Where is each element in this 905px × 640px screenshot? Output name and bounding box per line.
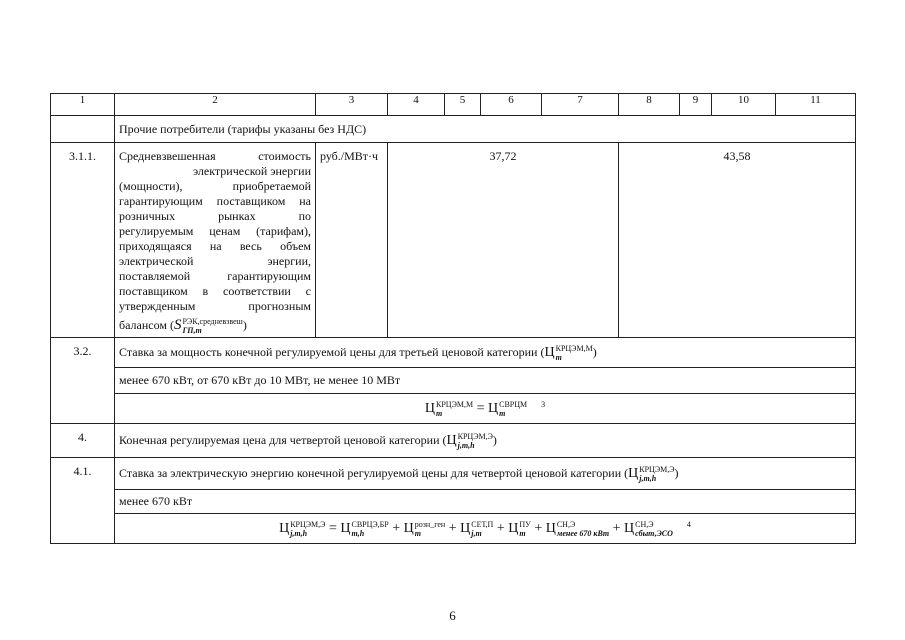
f-lhs-sub: j,m,h (290, 528, 308, 538)
row-3-2-formula-row (51, 394, 856, 424)
f-t3-sub: j,m (471, 528, 482, 538)
f-term-4-indices (519, 520, 530, 538)
section-num-cell (51, 116, 115, 143)
col-num-2: 2 (115, 94, 316, 116)
col-num-3: 3 (316, 94, 388, 116)
desc-line: электрической энергии, (119, 254, 311, 268)
f-plus: + (609, 520, 625, 536)
desc-line: поставщиком в соответствии с (119, 284, 311, 298)
row-3-2-title-end: ) (592, 344, 597, 359)
f-plus: + (493, 520, 509, 536)
desc-line: приходящаяся на весь объем (119, 239, 311, 253)
f-t1-sup: СВРЦЭ,БР (351, 519, 389, 529)
desc-line: гарантирующим поставщиком на (119, 194, 311, 208)
row-3-2 (51, 338, 856, 368)
symbol-s-sub: ГП,m (182, 326, 202, 336)
f-term-3-indices (471, 520, 493, 538)
row-4-1-formula-row (51, 514, 856, 544)
page-number: 6 (449, 608, 456, 623)
desc-line: розничных рынках по (119, 209, 311, 223)
f-term-4: Ц (508, 520, 519, 536)
row-3-2-title-symbol: Ц (544, 344, 555, 360)
row-4-1-subtitle-row (51, 490, 856, 514)
desc-line: электрической энергии (192, 164, 311, 178)
title-sup: КРЦЭМ,Э (457, 431, 493, 441)
row-4-1-title-indices (639, 465, 674, 483)
row-4-1-title (115, 458, 856, 490)
f-t1-sub: m,h (351, 528, 365, 538)
f-t4-sub: m (519, 528, 526, 538)
row-4-1 (51, 458, 856, 490)
f-term-6: Ц (624, 520, 635, 536)
formula-lhs-sup: КРЦЭМ,М (436, 399, 474, 409)
row-3-2-title (115, 338, 856, 368)
f-term-2: Ц (403, 520, 414, 536)
col-num-4: 4 (388, 94, 445, 116)
formula-lhs: Ц (424, 400, 435, 416)
f-lhs-indices (290, 520, 325, 538)
row-4-num: 4. (51, 424, 115, 458)
formula-rhs: Ц (487, 400, 499, 416)
col-num-8: 8 (619, 94, 680, 116)
formula-rhs-sup: СВРЦМ (499, 399, 528, 409)
f-plus: + (388, 520, 404, 536)
row-3-2-subtitle-row (51, 368, 856, 394)
row-4-1-title-text: Ставка за электрическую энергию конечной регулируемой цены для четвертой ценовой категории ( (119, 465, 629, 480)
formula-eq: = (473, 400, 488, 416)
f-term-3: Ц (460, 520, 471, 536)
row-4-title-end: ) (492, 432, 497, 447)
col-num-5: 5 (445, 94, 481, 116)
row-3-1-1-value-1: 37,72 (388, 143, 619, 338)
symbol-s: S (173, 317, 182, 333)
row-4-title-indices (458, 432, 493, 450)
f-lhs-sup: КРЦЭМ,Э (290, 519, 326, 529)
f-t2-sup: розн_ген (414, 519, 446, 529)
footnote-mark: 4 (686, 519, 691, 529)
f-term-2-indices (415, 520, 445, 538)
row-4-1-title-symbol: Ц (628, 465, 639, 481)
title-sub: m (555, 352, 562, 362)
f-t2-sub: m (414, 528, 421, 538)
tariff-table (50, 93, 856, 544)
f-t5-sub: менее 670 кВт (556, 528, 610, 538)
row-4-1-num: 4.1. (51, 458, 115, 544)
title-sup: КРЦЭМ,Э (639, 464, 675, 474)
row-3-1-1-num: 3.1.1. (51, 143, 115, 338)
col-num-7: 7 (542, 94, 619, 116)
f-t6-sup: СН,Э (635, 519, 654, 529)
row-4 (51, 424, 856, 458)
symbol-s-sup: РЭК,средневзвеш (182, 317, 243, 327)
desc-line: регулируемым ценам (тарифам), (119, 224, 311, 238)
f-term-6-indices (635, 520, 673, 538)
row-3-2-subtitle: менее 670 кВт, от 670 кВт до 10 МВт, не менее 10 МВт (115, 368, 856, 394)
desc-last-suffix: ) (242, 318, 247, 332)
desc-line: утвержденным прогнозным (119, 299, 311, 313)
row-3-2-title-text: Ставка за мощность конечной регулируемой цены для третьей ценовой категории ( (119, 344, 545, 359)
symbol-s-indices (182, 317, 242, 335)
formula-lhs-indices (436, 400, 473, 418)
f-term-5: Ц (545, 520, 556, 536)
f-t6-sub: сбыт,ЭСО (635, 528, 673, 538)
row-3-1-1-unit: руб./МВт·ч (316, 143, 388, 338)
row-3-1-1 (51, 143, 856, 338)
col-num-11: 11 (776, 94, 856, 116)
row-4-title-text: Конечная регулируемая цена для четвертой ценовой категории ( (119, 432, 447, 447)
row-3-2-num: 3.2. (51, 338, 115, 424)
desc-line: поставляемой гарантирующим (119, 269, 311, 283)
row-3-1-1-value-2: 43,58 (619, 143, 856, 338)
f-lhs: Ц (279, 520, 290, 536)
f-term-1-indices (351, 520, 388, 538)
row-4-title (115, 424, 856, 458)
desc-last-prefix: балансом ( (119, 318, 174, 332)
row-4-1-subtitle: менее 670 кВт (115, 490, 856, 514)
title-sub: j,m,h (457, 440, 475, 450)
section-title: Прочие потребители (тарифы указаны без НДС) (115, 116, 856, 143)
title-sub: j,m,h (639, 473, 657, 483)
formula-rhs-sub: m (499, 408, 506, 418)
row-4-title-symbol: Ц (446, 432, 457, 448)
col-num-6: 6 (481, 94, 542, 116)
desc-line: Средневзвешенная стоимость (119, 149, 311, 163)
formula-lhs-sub: m (436, 408, 443, 418)
col-num-9: 9 (680, 94, 712, 116)
desc-last-line (119, 314, 311, 336)
section-title-row (51, 116, 856, 143)
column-number-row (51, 94, 856, 116)
f-plus: + (530, 520, 546, 536)
row-3-2-formula (115, 394, 856, 424)
desc-line: (мощности), приобретаемой (119, 179, 311, 193)
f-plus: + (445, 520, 461, 536)
f-t5-sup: СН,Э (556, 519, 576, 529)
row-4-1-title-end: ) (674, 465, 679, 480)
f-term-1: Ц (340, 520, 351, 536)
row-4-1-formula (115, 514, 856, 544)
footnote-mark: 3 (541, 399, 546, 409)
col-num-1: 1 (51, 94, 115, 116)
row-3-1-1-description (115, 143, 316, 338)
row-3-2-title-indices (556, 344, 593, 362)
f-t4-sup: ПУ (519, 519, 531, 529)
title-sup: КРЦЭМ,М (555, 343, 593, 353)
f-eq: = (325, 520, 341, 536)
formula-rhs-indices (499, 400, 527, 418)
col-num-10: 10 (712, 94, 776, 116)
f-t3-sup: СЕТ,П (471, 519, 494, 529)
f-term-5-indices (557, 520, 609, 538)
